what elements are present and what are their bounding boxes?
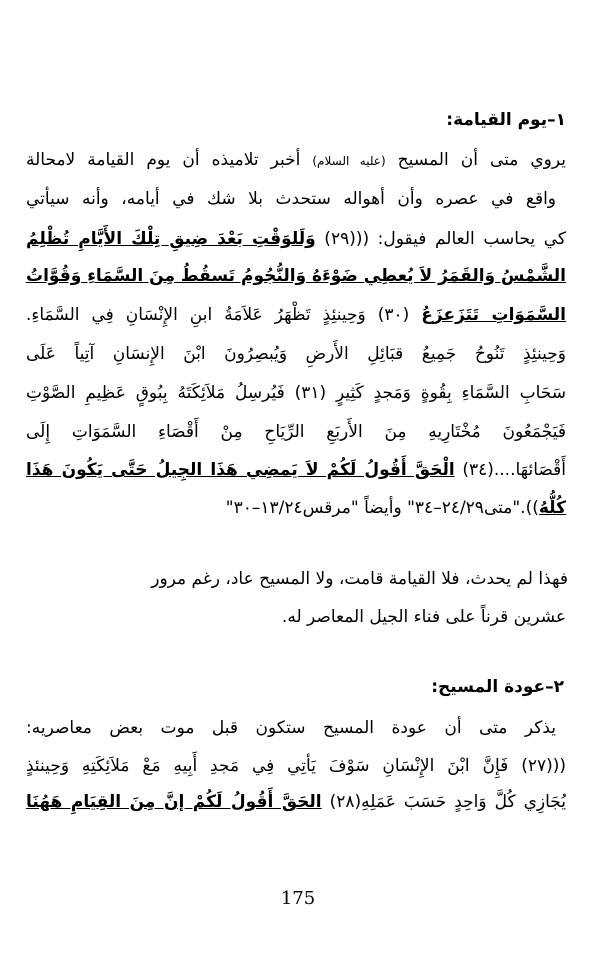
text-run: (٣٠) وَحِينئِذٍ تَظْهَرُ عَلاَمَةُ ابنِ الإِنْسَانِ فِي السَّمَاءِ. <box>26 305 422 325</box>
text-line <box>26 790 566 814</box>
quoted-verse-line <box>26 264 566 288</box>
text-run: أَقْصَائهَا....(٣٤) <box>454 460 566 480</box>
text-run: ))."متى٢٤/٢٩–٣٤" وأيضاً "مرقس١٣/٢٤–٣٠" <box>225 498 539 518</box>
emphasized-quote: وَلَلوَقْتِ بَعْدَ ضِيقِ تِلْكَ الأَيَّامِ تُظْلِمُ <box>26 229 316 249</box>
text-line <box>26 458 566 482</box>
text-run: واقع في عصره وأن أهواله ستحدث بلا شك في أيامه، وأنه سيأتي <box>26 189 556 209</box>
text-run: (((٢٧) فَإِنَّ ابْنَ الإِنْسَانِ سَوْفَ يَأتِي فِي مَجدِ أَبِيهِ مَعْ مَلاَئِكَتِهِ وَحِينئذٍ <box>26 756 566 776</box>
emphasized-quote: الْحَقَّ أَقُولُ لَكُمْ لاَ يَمضِي هَذَا الجِيلُ حَتَّى يَكُونَ هَذَا <box>26 460 455 480</box>
text-run: أخبر تلاميذه أن يوم القيامة لامحالة <box>26 150 313 170</box>
text-line <box>26 148 566 173</box>
emphasized-quote: الشَّمْسُ وَالقَمَرُ لاَ يُعطِي ضَوْءَهُ وَالنُّجُومُ تَسقُطُ مِنَ السَّمَاءِ وَقُوَّاتُ <box>26 266 566 286</box>
text-run: وَحِينئِذٍ تَنُوحُ جَمِيعُ قبَائِلِ الأَرضِ وَيُبصِرُونَ ابْنَ الإِنسَانِ آتِياً عَلَى <box>26 344 566 364</box>
emphasized-quote: السَّمَوَاتِ تَتَزَعزَعُ <box>421 305 566 325</box>
text-run: سَحَابِ السَّمَاءِ بِقُوةٍ وَمَجدٍ كَثِيرٍ (٣١) فَيُرسِلُ مَلاَئِكَتَهُ بِبُوقٍ عَظِيمِ الصَّوْتِ <box>26 383 566 403</box>
section-heading-day-of-judgment: ١–يوم القيامة: <box>446 110 566 130</box>
text-run: فَيَجْمَعُونَ مُخْتَارِيهِ مِنَ الأَربَعِ الرِّيَاحِ مِنْ أَقْصَاءِ السَّمَوَاتِ إِلَى <box>26 422 566 442</box>
text-line <box>26 381 566 405</box>
text-run: فهذا لم يحدث، فلا القيامة قامت، ولا المسيح عاد، رغم مرور <box>151 569 568 589</box>
paragraph-line <box>151 567 568 591</box>
emphasized-quote: الحَقَّ أَقُولُ لَكُمْ إنَّ مِنَ القِيَامِ هَهُنَا <box>26 792 322 812</box>
text-line <box>26 754 566 778</box>
text-run: يروي متى أن المسيح <box>385 150 566 170</box>
text-line <box>26 420 566 444</box>
text-run: كي يحاسب العالم فيقول: (((٢٩) <box>315 229 566 249</box>
section-heading-return-of-christ: ٢–عودة المسيح: <box>431 677 564 697</box>
page-number: 175 <box>280 888 316 909</box>
text-run: عشرين قرناً على فناء الجيل المعاصر له. <box>281 607 566 627</box>
citation-line <box>226 496 566 520</box>
text-line <box>26 303 566 327</box>
paragraph-line <box>282 605 566 629</box>
text-line <box>26 342 566 366</box>
text-line <box>26 716 556 740</box>
emphasized-quote: كُلُّهُ <box>538 498 566 518</box>
honorific-text: (عليه السلام) <box>312 154 386 168</box>
text-line <box>26 227 566 251</box>
text-run: يُجَازِي كُلَّ وَاحِدٍ حَسَبَ عَمَلِهِ(٢٨) <box>321 792 566 812</box>
text-line <box>26 187 556 211</box>
text-run: يذكر متى أن عودة المسيح ستكون قبل موت بعض معاصريه: <box>26 718 556 738</box>
